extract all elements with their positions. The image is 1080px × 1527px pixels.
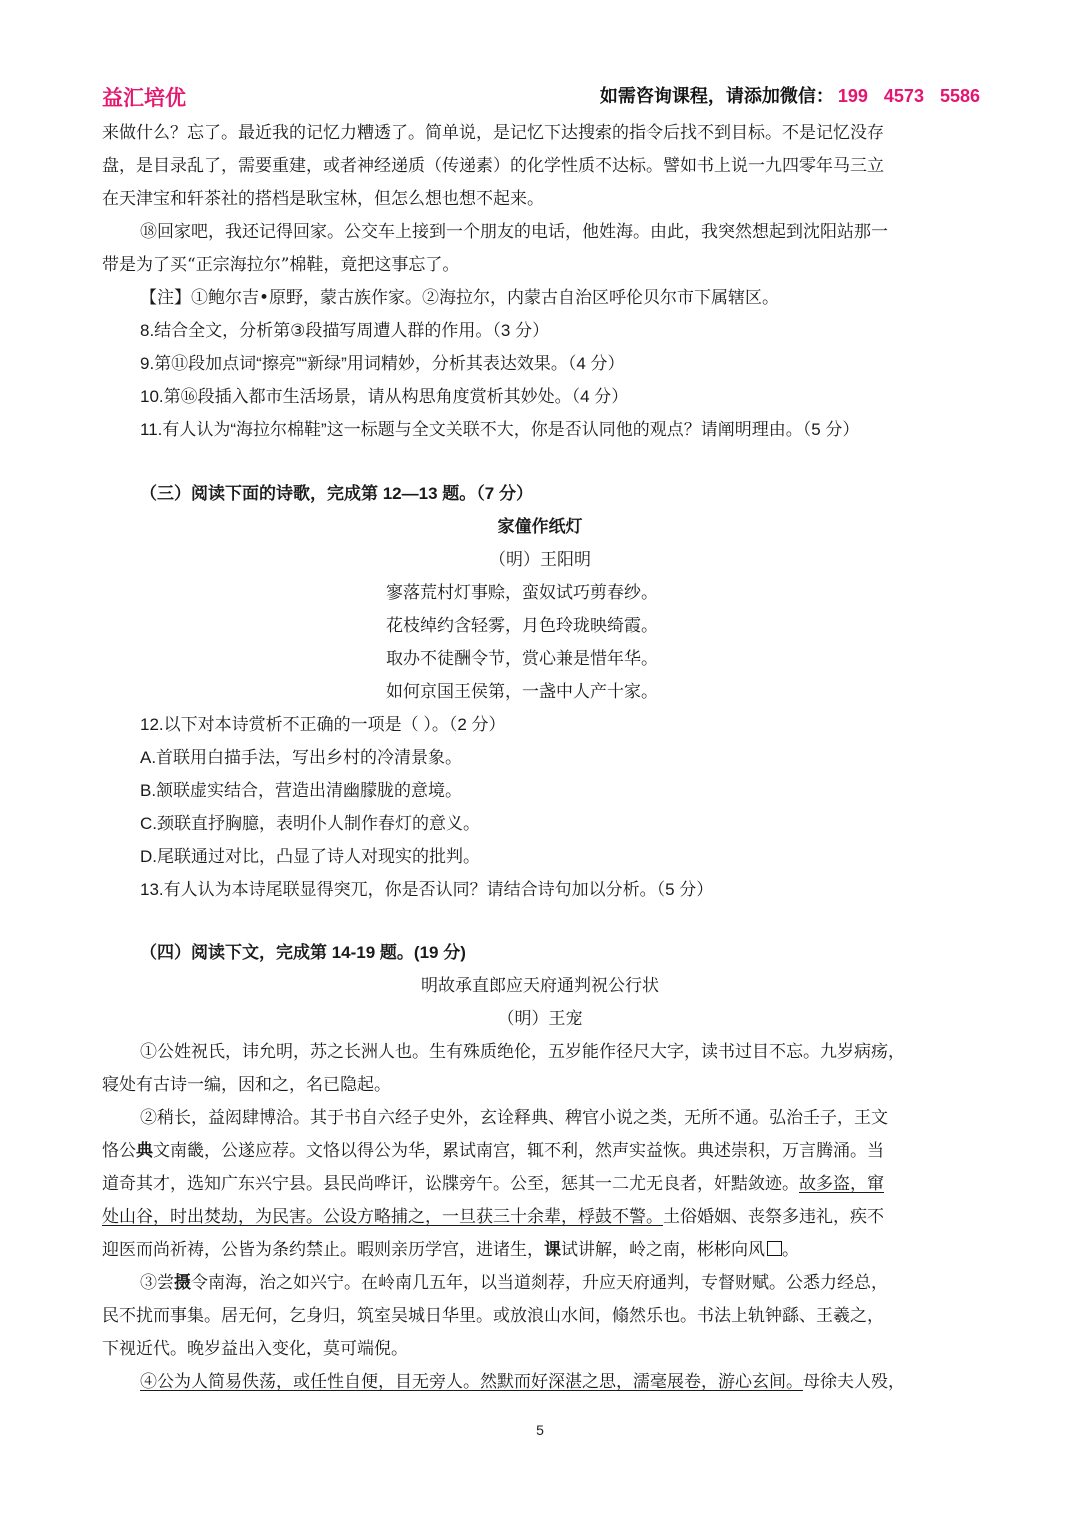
text-span: 文南畿，公遂应荐。文恪以得公为华，累试南宫，辄不利，然声实益恢。典述崇积，万言腾涌。当 <box>153 1141 884 1161</box>
section-4-heading: （四）阅读下文，完成第 14-19 题。(19 分) <box>140 943 466 962</box>
dotted-word: 课 <box>544 1240 561 1260</box>
poem-author: （明）王阳明 <box>489 550 591 570</box>
contact-info <box>600 82 980 108</box>
article-p3-line: 下视近代。晚岁益出入变化，莫可端倪。 <box>102 1339 408 1359</box>
option-c: C.颈联直抒胸臆，表明仆人制作春灯的意义。 <box>140 814 480 833</box>
text-span: 迎医而尚祈祷，公皆为条约禁止。暇则亲历学宫，进诸生， <box>102 1240 544 1260</box>
option-d: D.尾联通过对比，凸显了诗人对现实的批判。 <box>140 847 480 866</box>
text-span: 土俗婚姻、丧祭多违礼，疾不 <box>663 1207 884 1227</box>
poem-line: 如何京国王侯第，一盏中人产十家。 <box>386 682 658 702</box>
article-p2-line <box>102 1140 884 1162</box>
text-span: ③尝 <box>140 1273 174 1293</box>
question-10: 10.第⑯段插入都市生活场景，请从构思角度赏析其妙处。（4 分） <box>140 387 629 406</box>
paragraph-18-line: 带是为了买“正宗海拉尔”棉鞋，竟把这事忘了。 <box>102 255 460 275</box>
article-author: （明）王宠 <box>497 1009 583 1029</box>
article-p3-line: 民不扰而事集。居无何，乞身归，筑室吴城日华里。或放浪山水间，翛然乐也。书法上轨钟繇、王羲之， <box>102 1306 884 1326</box>
article-p1-line: ①公姓祝氏，讳允明，苏之长洲人也。生有殊质绝伦，五岁能作径尺大字，读书过目不忘。九岁病疡， <box>140 1042 905 1062</box>
text-span: 母徐夫人殁， <box>803 1372 905 1392</box>
dotted-word: 摄 <box>174 1273 191 1293</box>
poem-title: 家僮作纸灯 <box>497 517 583 537</box>
underlined-sentence: 处山谷，时出焚劫，为民害。公设方略捕之，一旦获三十余辈，桴鼓不警。 <box>102 1207 663 1227</box>
blank-box <box>767 1241 782 1256</box>
poem-line: 取办不徒酬令节，赏心兼是惜年华。 <box>386 649 658 669</box>
footnote: 【注】①鲍尔吉•原野，蒙古族作家。②海拉尔，内蒙古自治区呼伦贝尔市下属辖区。 <box>140 288 780 308</box>
underlined-sentence: 故多盗，窜 <box>799 1174 884 1194</box>
brand-name: 益汇培优 <box>102 87 186 110</box>
text-line: 来做什么？忘了。最近我的记忆力糟透了。简单说，是记忆下达搜索的指令后找不到目标。不是记忆没存 <box>102 123 884 143</box>
phone-part-1: 199 <box>837 86 868 106</box>
page-header <box>102 82 980 112</box>
poem-line: 寥落荒村灯事赊，蛮奴试巧剪春纱。 <box>386 583 658 603</box>
article-p2-line <box>102 1206 884 1228</box>
text-span: 恪公 <box>102 1141 136 1161</box>
article-p2-line: ②稍长，益闳肆博洽。其于书自六经子史外，玄诠释典、稗官小说之类，无所不通。弘治壬子，王文 <box>140 1108 888 1128</box>
question-11: 11.有人认为“海拉尔棉鞋”这一标题与全文关联不大，你是否认同他的观点？请阐明理由。（5 分） <box>140 420 860 439</box>
article-p1-line: 寝处有古诗一编，因和之，名已隐起。 <box>102 1075 391 1095</box>
question-12: 12.以下对本诗赏析不正确的一项是（ ）。（2 分） <box>140 715 506 734</box>
text-span: 试讲解，岭之南，彬彬向风 <box>561 1240 765 1260</box>
phone-part-3: 5586 <box>939 86 980 106</box>
article-p3-line <box>140 1272 888 1294</box>
text-line: 在天津宝和轩茶社的搭档是耿宝林，但怎么想也想不起来。 <box>102 189 544 209</box>
text-line: 盘，是目录乱了，需要重建，或者神经递质（传递素）的化学性质不达标。譬如书上说一九四零年马三立 <box>102 156 884 176</box>
dotted-word: 典 <box>136 1141 153 1161</box>
paragraph-18-line: ⑱回家吧，我还记得回家。公交车上接到一个朋友的电话，他姓海。由此，我突然想起到沈阳站那一 <box>140 222 888 242</box>
poem-line: 花枝绰约含轻雾，月色玲珑映绮霞。 <box>386 616 658 636</box>
section-3-heading: （三）阅读下面的诗歌，完成第 12—13 题。（7 分） <box>140 484 533 503</box>
article-title: 明故承直郎应天府通判祝公行状 <box>421 976 659 996</box>
page-number: 5 <box>536 1422 544 1438</box>
underlined-sentence: ④公为人简易佚荡，或任性自便，目无旁人。然默而好深湛之思，濡毫展卷，游心玄间。 <box>140 1372 803 1392</box>
article-p2-line <box>102 1173 884 1195</box>
article-p2-line: 迎医而尚祈祷，公皆为条约禁止。暇则亲历学宫，进诸生，课试讲解，岭之南，彬彬向风 。 <box>102 1240 799 1260</box>
option-b: B.颔联虚实结合，营造出清幽朦胧的意境。 <box>140 781 463 800</box>
contact-label: 如需咨询课程，请添加微信： <box>599 86 834 106</box>
question-9: 9.第⑪段加点词“擦亮”“新绿”用词精妙，分析其表达效果。（4 分） <box>140 354 625 373</box>
text-span: 令南海，治之如兴宁。在岭南几五年，以当道剡荐，升应天府通判，专督财赋。公悉力经总， <box>191 1273 888 1293</box>
phone-part-2: 4573 <box>883 86 924 106</box>
text-span: 道奇其才，选知广东兴宁县。县民尚哗讦，讼牒旁午。公至，惩其一二尤无良者，奸黠敛迹。 <box>102 1174 799 1194</box>
option-a: A.首联用白描手法，写出乡村的冷清景象。 <box>140 748 463 767</box>
article-p4-line <box>140 1371 905 1393</box>
question-13: 13.有人认为本诗尾联显得突兀，你是否认同？请结合诗句加以分析。（5 分） <box>140 880 714 899</box>
question-8: 8.结合全文，分析第③段描写周遭人群的作用。（3 分） <box>140 321 550 340</box>
